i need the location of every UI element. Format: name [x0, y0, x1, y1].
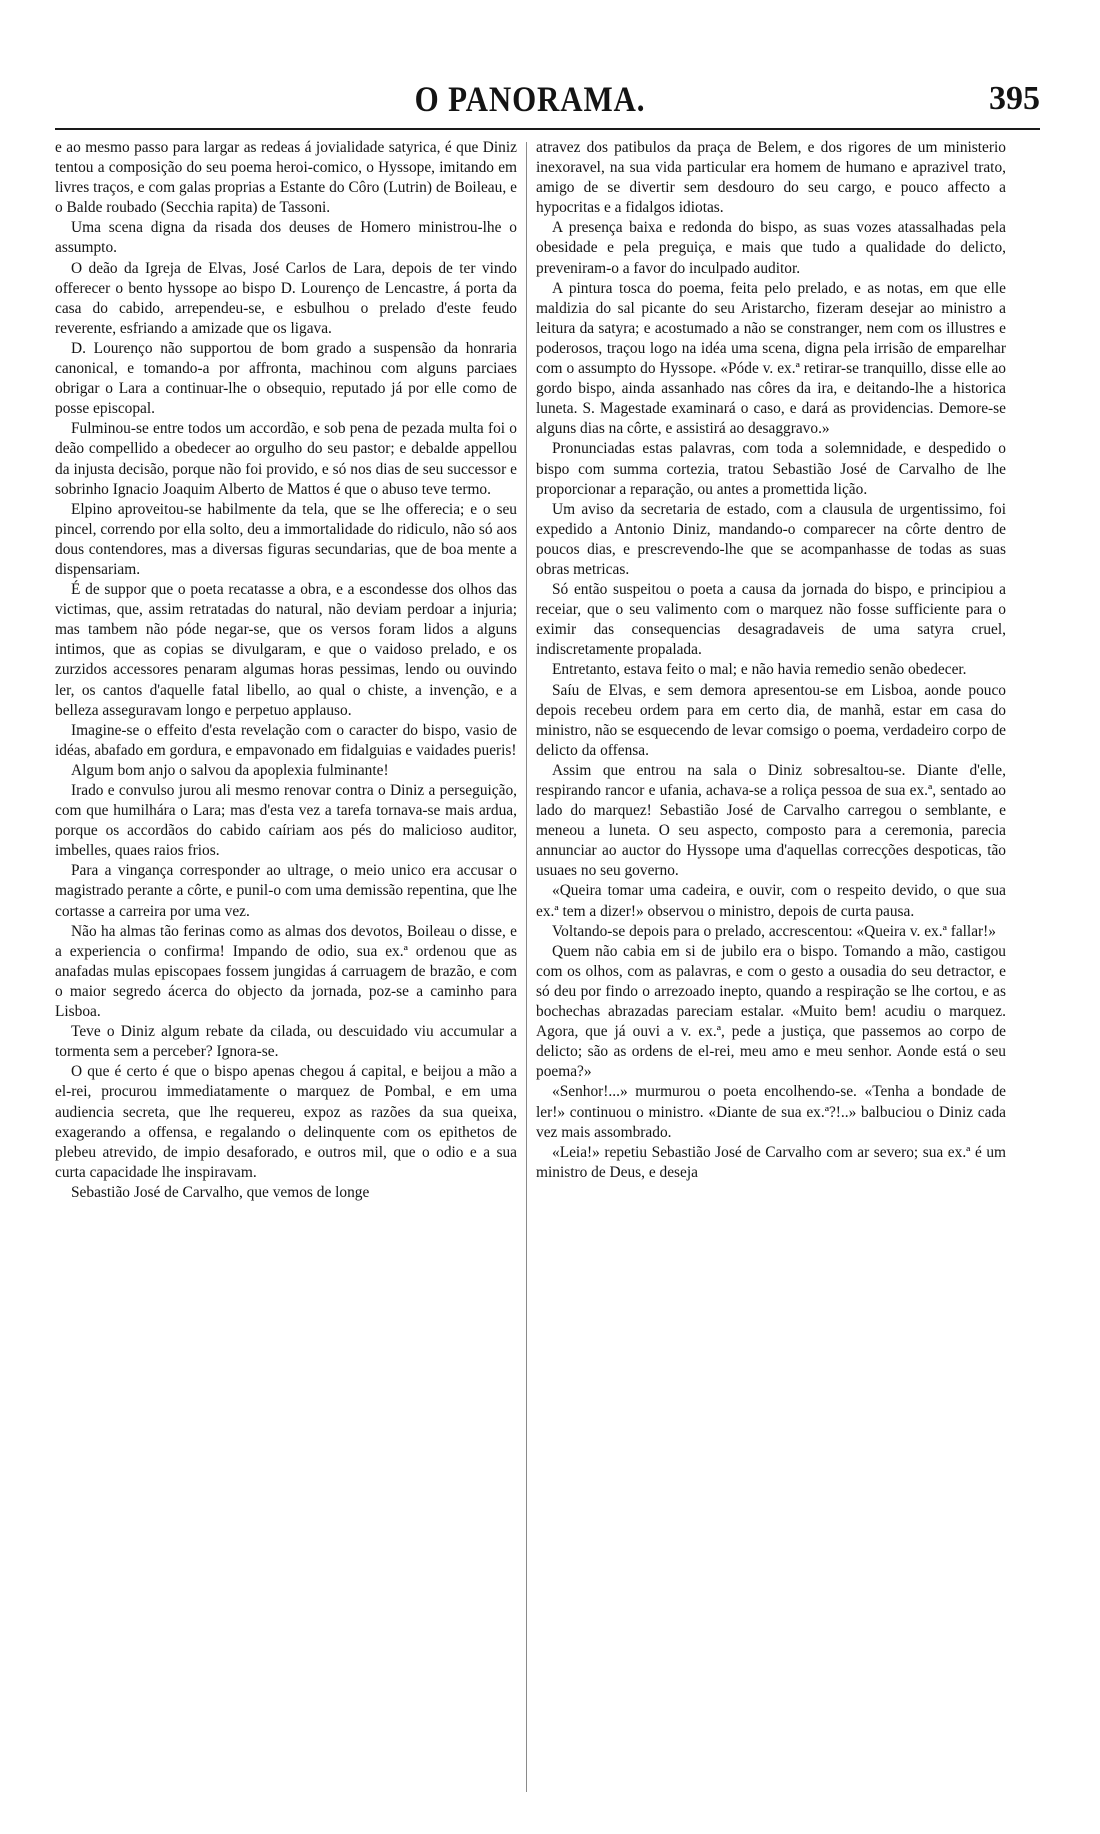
paragraph: O que é certo é que o bispo apenas chegou á capital, e beijou a mão a el-rei, procurou immediatamente o marquez de Pombal, e em uma audiencia secreta, que lhe requereu, expoz as razões da sua queixa, exagerando a offensa, e regalando o delinquente com os epithetos de plebeu atrevido, de impio desaforado, e outros mil, que o odio e a sua curta capacidade lhe inspiravam.: [55, 1063, 517, 1181]
paragraph: Voltando-se depois para o prelado, accrescentou: «Queira v. ex.ª fallar!»: [552, 922, 996, 940]
paragraph: Assim que entrou na sala o Diniz sobresaltou-se. Diante d'elle, respirando rancor e ufania, achava-se a roliça pessoa de sua ex.ª, sentado ao lado do marquez! Sebastião José de Carvalho carregou o semblante, e meneou a luneta. O seu aspecto, composto para a ceremonia, parecia annunciar ao auctor do Hyssope uma d'aquellas correcções despoticas, tão usuaes no seu governo.: [536, 761, 1006, 880]
paragraph: Teve o Diniz algum rebate da cilada, ou descuidado viu accumular a tormenta sem a perceber? Ignora-se.: [55, 1023, 517, 1061]
paragraph: e ao mesmo passo para largar as redeas á jovialidade satyrica, é que Diniz tentou a composição do seu poema heroi-comico, o Hyssope, imitando em livres traços, e com galas proprias a Estante do Côro (Lutrin) de Boileau, e o Balde roubado (Secchia rapita) de Tassoni.: [55, 139, 517, 217]
paragraph: D. Lourenço não supportou de bom grado a suspensão da honraria canonical, e tomando-a por affronta, machinou com alguns parciaes obrigar o Lara a continuar-lhe o obsequio, reputado já por elle como de posse episcopal.: [55, 339, 517, 418]
paragraph: É de suppor que o poeta recatasse a obra, e a escondesse dos olhos das victimas, que, assim retratadas do natural, não deviam perdoar a injuria; mas tambem não póde negar-se, que os versos foram lidos a alguns intimos, que as copias se divulgaram, e que o vaidoso prelado, e os zurzidos accessores penaram algumas horas pessimas, lendo ou ouvindo ler, os cantos d'aquelle fatal libello, ao qual o chiste, a invenção, e a belleza asseguravam longo e perpetuo applauso.: [55, 581, 517, 719]
paragraph: Pronunciadas estas palavras, com toda a solemnidade, e despedido o bispo com summa cortezia, tratou Sebastião José de Carvalho de lhe proporcionar a reparação, ou antes a promettida lição.: [536, 440, 1006, 498]
page-number: 395: [989, 80, 1040, 117]
paragraph: Algum bom anjo o salvou da apoplexia fulminante!: [71, 761, 389, 779]
paragraph: Um aviso da secretaria de estado, com a clausula de urgentissimo, foi expedido a Antonio Diniz, mandando-o comparecer na côrte dentro de poucos dias, e prescrevendo-lhe que se acompanhasse de todas as suas obras metricas.: [536, 500, 1006, 578]
paragraph: Fulminou-se entre todos um accordão, e sob pena de pezada multa foi o deão compellido a obedecer ao orgulho do seu pastor; e debalde appellou da injusta decisão, porque não foi provido, e só nos dias de seu successor e sobrinho Ignacio Joaquim Alberto de Mattos é que o abuso teve termo.: [55, 420, 517, 498]
paragraph: «Leia!» repetiu Sebastião José de Carvalho com ar severo; sua ex.ª é um ministro de Deus, e deseja: [536, 1143, 1006, 1181]
paragraph: atravez dos patibulos da praça de Belem, e dos rigores de um ministerio inexoravel, na sua vida particular era homem de humano e aprazivel trato, amigo de se divertir sem desdouro do seu cargo, e pouco affecto a hypocritas e a fidalgos idiotas.: [536, 139, 1006, 217]
paragraph: O deão da Igreja de Elvas, José Carlos de Lara, depois de ter vindo offerecer o bento hyssope ao bispo D. Lourenço de Lencastre, á porta da casa do cabido, arrependeu-se, e esbulhou o prelado d'este feudo reverente, esfriando a amizade que os ligava.: [55, 259, 517, 337]
journal-title: O PANORAMA.: [414, 79, 646, 119]
paragraph: Para a vingança corresponder ao ultrage, o meio unico era accusar o magistrado perante a côrte, e punil-o com uma demissão repentina, que lhe cortasse a carreira por uma vez.: [55, 862, 517, 920]
column-divider: [526, 142, 527, 1792]
paragraph: Uma scena digna da risada dos deuses de Homero ministrou-lhe o assumpto.: [55, 219, 517, 257]
paragraph: Entretanto, estava feito o mal; e não havia remedio senão obedecer.: [552, 661, 967, 679]
paragraph: Elpino aproveitou-se habilmente da tela, que se lhe offerecia; e o seu pincel, correndo por ella solto, deu a immortalidade do ridiculo, não só aos dous contendores, mas a diversas figuras secundarias, que de boa mente a dispensariam.: [55, 500, 517, 578]
paragraph: Sebastião José de Carvalho, que vemos de longe: [71, 1183, 370, 1201]
paragraph: A pintura tosca do poema, feita pelo prelado, e as notas, em que elle maldizia do sal picante do seu Aristarcho, fizeram desejar ao ministro a leitura da satyra; e acostumado a não se constranger, nem com os illustres e poderosos, traçou logo na idéa uma scena, digna pela irrisão de emparelhar com o assumpto do Hyssope. «Póde v. ex.ª retirar-se tranquillo, disse elle ao gordo bispo, ainda assanhado nas côres da ira, e deitando-lhe a historica luneta. S. Magestade examinará o caso, e dará as providencias. Demore-se alguns dias na côrte, e assistirá ao desaggravo.»: [536, 279, 1006, 438]
header-rule: [55, 128, 1040, 130]
left-text-column: [55, 138, 517, 1798]
right-text-column: [536, 138, 1006, 1798]
paragraph: Irado e convulso jurou ali mesmo renovar contra o Diniz a perseguição, com que humilhára o Lara; mas d'esta vez a tarefa tornava-se mais ardua, porque os accordãos do cabido caíriam aos pés do malicioso auditor, imbelles, quaes raios frios.: [55, 782, 517, 860]
paragraph: Quem não cabia em si de jubilo era o bispo. Tomando a mão, castigou com os olhos, com as palavras, e com o gesto a ousadia do seu detractor, e só deu por findo o arrezoado inepto, quando a respiração se lhe cortou, e as bochechas abrazadas pareciam estalar. «Muito bem! acudiu o marquez. Agora, que já ouvi a v. ex.ª, pede a justiça, que passemos ao corpo de delicto; são as ordens de el-rei, meu amo e meu senhor. Aonde está o seu poema?»: [536, 942, 1006, 1081]
paragraph: Só então suspeitou o poeta a causa da jornada do bispo, e principiou a receiar, que o seu valimento com o marquez não fosse sufficiente para o eximir das consequencias desagradaveis de uma satyra cruel, indiscretamente propalada.: [536, 581, 1006, 659]
paragraph: A presença baixa e redonda do bispo, as suas vozes atassalhadas pela obesidade e pela preguiça, e mais que tudo a qualidade do delicto, preveniram-o a favor do inculpado auditor.: [536, 219, 1006, 277]
paragraph: «Senhor!...» murmurou o poeta encolhendo-se. «Tenha a bondade de ler!» continuou o ministro. «Diante de sua ex.ª?!..» balbuciou o Diniz cada vez mais assombrado.: [536, 1083, 1006, 1141]
paragraph: Não ha almas tão ferinas como as almas dos devotos, Boileau o disse, e a experiencia o confirma! Impando de odio, sua ex.ª ordenou que as anafadas mulas episcopaes fossem jungidas á carruagem de brazão, e com o maior segredo ácerca do objecto da jornada, poz-se a caminho para Lisboa.: [55, 922, 517, 1021]
paragraph: Imagine-se o effeito d'esta revelação com o caracter do bispo, vasio de idéas, abafado em gordura, e empavonado em fidalguias e vaidades pueris!: [55, 721, 517, 759]
paragraph: «Queira tomar uma cadeira, e ouvir, com o respeito devido, o que sua ex.ª tem a dizer!» observou o ministro, depois de curta pausa.: [536, 882, 1006, 920]
paragraph: Saíu de Elvas, e sem demora apresentou-se em Lisboa, aonde pouco depois recebeu ordem para em certo dia, de manhã, estar em casa do ministro, não se esquecendo de levar comsigo o poema, verdadeiro corpo de delicto da offensa.: [536, 681, 1006, 759]
